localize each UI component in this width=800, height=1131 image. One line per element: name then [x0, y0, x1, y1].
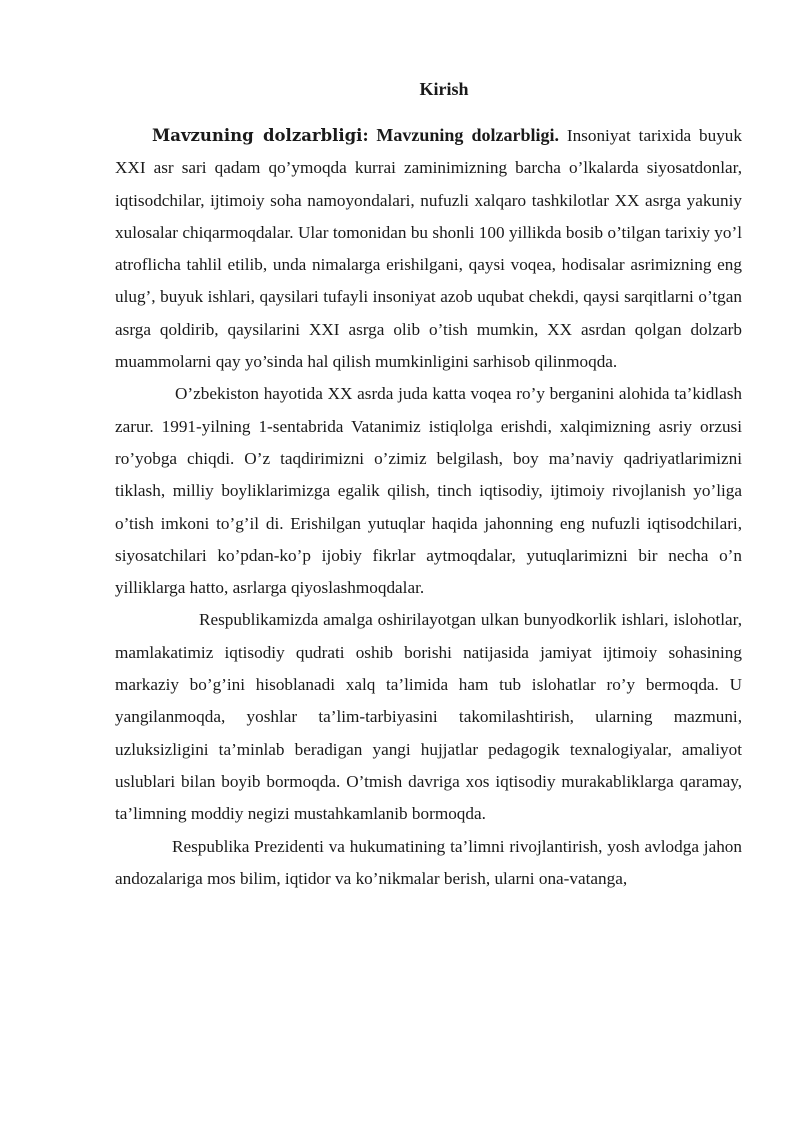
paragraph-president: Respublika Prezidenti va hukumatining ta’limni rivojlantirish, yosh avlodga jahon andozalariga mos bilim, iqtidor va ko’nikmalar berish, ularni ona-vatanga, — [115, 836, 742, 888]
relevance-heading-repeat: Mavzuning dolzarbligi. — [376, 125, 559, 145]
relevance-heading: Mavzuning dolzarbligi: — [152, 126, 369, 145]
relevance-text: Insoniyat tarixida buyuk XXI asr sari qadam qo’ymoqda kurrai zaminimizning barcha o’lkalarda siyosatdonlar, iqtisodchilar, ijtimoiy soha namoyondalari, nufuzli xalqaro tashkilotlar XX asrga yakuniy xulosalar chiqarmoqdalar. Ular tomonidan bu shonli 100 yillikda bosib o’tilgan tarixiy yo’l atroflicha tahlil etilib, unda nimalarga erishilgani, qaysi voqea, hodisalar asrimizning eng ulug’, buyuk ishlari, qaysilari tufayli insoniyat azob uqubat chekdi, qaysi sarqitlarni o’tgan asrga qoldirib, qaysilarini XXI asrga olib o’tish mumkin, XX asrdan qolgan dolzarb muammolarni qay yo’sinda hal qilish mumkinligini sarhisob qilinmoqda. — [115, 126, 742, 372]
page-title: Kirish — [419, 79, 469, 99]
paragraph-independence: O’zbekiston hayotida XX asrda juda katta voqea ro’y berganini alohida ta’kidlash zarur. 1991-yilning 1-sentabrida Vatanimiz istiqlolga erishdi, xalqimizning asriy orzusi ro’yobga chiqdi. O’z taqdirimizni o’zimiz belgilash, boy ma’naviy qadriyatlarimizni tiklash, milliy boyliklarimizga egalik qilish, tinch iqtisodiy, ijtimoiy rivojlanish yo’liga o’tish imkoni to’g’il di. Erishilgan yutuqlar haqida jahonning eng nufuzli iqtisodchilari, siyosatchilari ko’pdan-ko’p ijobiy fikrlar aytmoqdalar, yutuqlarimizni bir necha o’n yilliklarga hatto, asrlarga qiyoslashmoqdalar. — [115, 384, 742, 598]
paragraph-reforms: Respublikamizda amalga oshirilayotgan ulkan bunyodkorlik ishlari, islohotlar, mamlakatimiz iqtisodiy qudrati oshib borishi natijasida jamiyat ijtimoiy sohasining markaziy bo’g’ini hisoblanadi xalq ta’limida ham tub islohatlar ro’y bermoqda. U yangilanmoqda, yoshlar ta’lim-tarbiyasini takomilashtirish, ularning mazmuni, uzluksizligini ta’minlab beradigan yangi hujjatlar pedagogik texnalogiyalar, amaliyot uslublari bilan boyib bormoqda. O’tmish davriga xos iqtisodiy murakabliklarga qaramay, ta’limning moddiy negizi mustahkamlanib bormoqda. — [115, 610, 742, 824]
paragraph-relevance — [115, 119, 742, 378]
body-text — [115, 119, 742, 895]
